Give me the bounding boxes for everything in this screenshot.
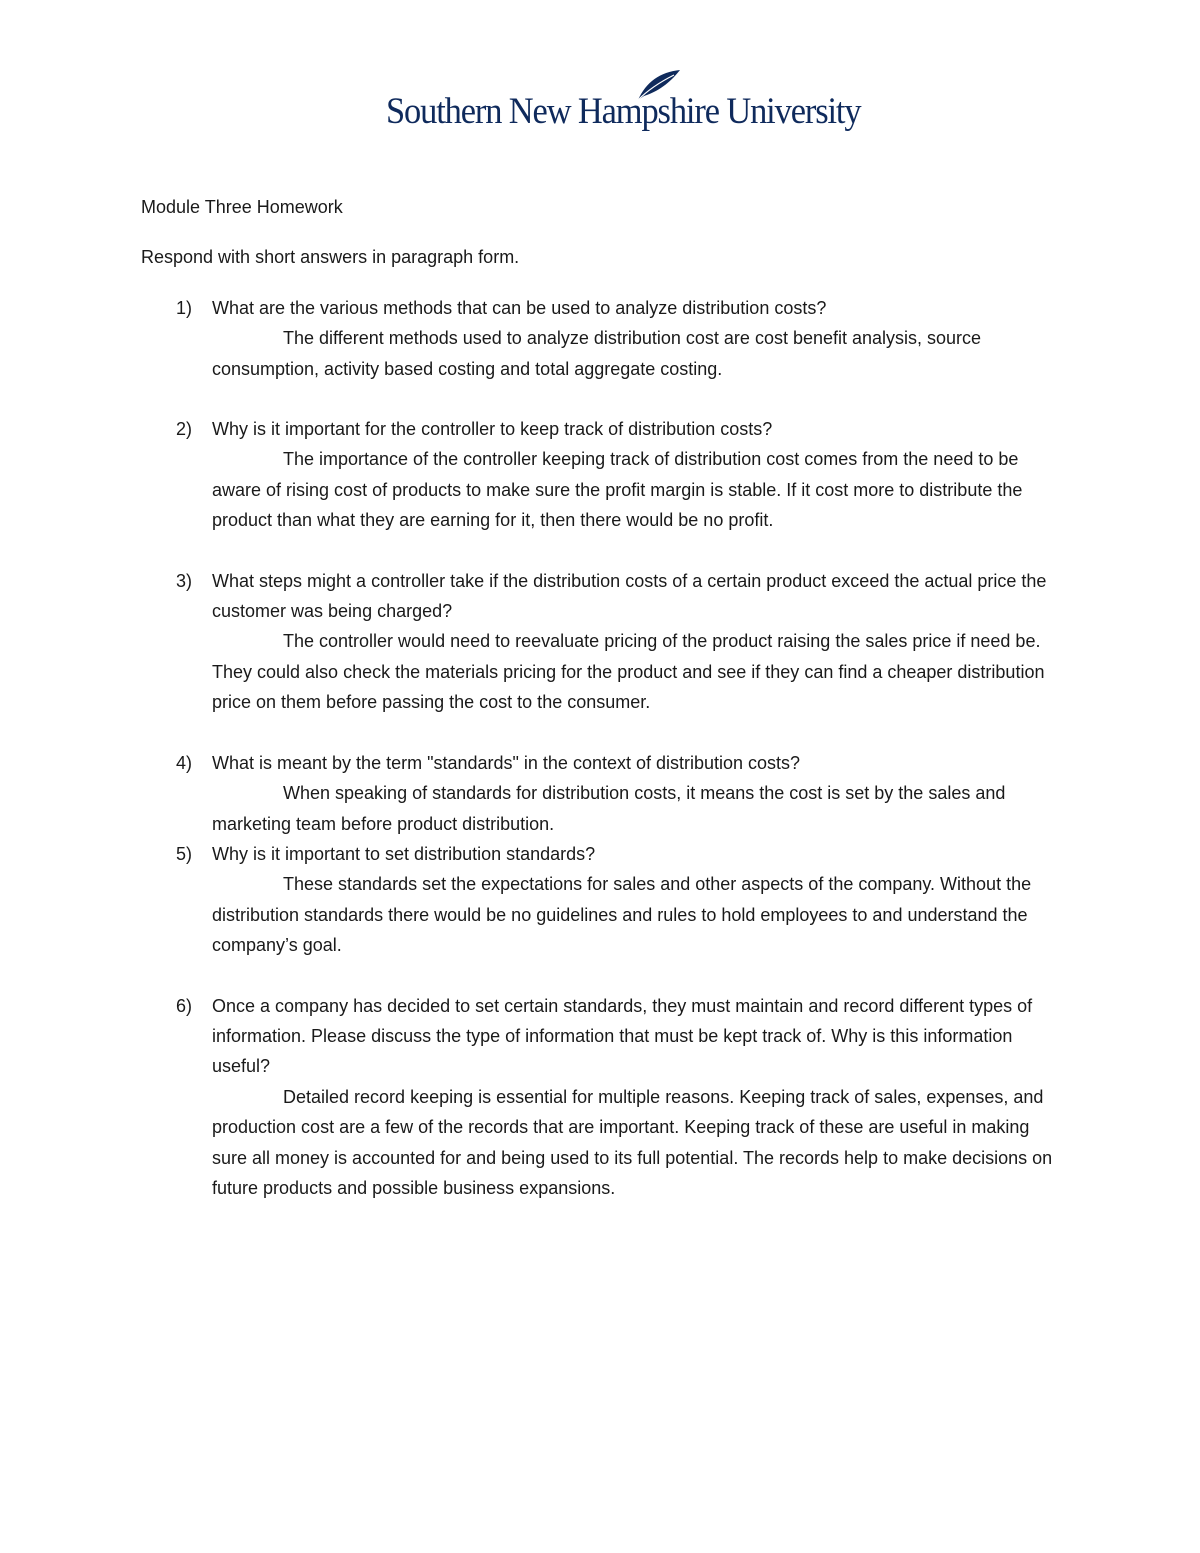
answer-text: When speaking of standards for distribution costs, it means the cost is set by the sales and marketing team before product distribution. [212, 783, 1006, 834]
question-text: Once a company has decided to set certain standards, they must maintain and record different types of information. Please discuss the type of information that must be kept track of. Why is this information useful? [212, 995, 1033, 1077]
question-number: 3) [176, 570, 193, 591]
question-item [141, 991, 1061, 1204]
question-number: 4) [176, 752, 193, 773]
question-text: Why is it important for the controller to keep track of distribution costs? [212, 419, 773, 440]
document-instructions: Respond with short answers in paragraph form. [141, 247, 520, 268]
answer-text: Detailed record keeping is essential for multiple reasons. Keeping track of sales, expenses, and production cost are a few of the records that are important. Keeping track of these are useful in making sure all money is accounted for and being used to its full potential. The records help to make decisions on future products and possible business expansions. [212, 1086, 1053, 1198]
question-item [141, 839, 1061, 961]
question-number: 2) [176, 419, 193, 440]
question-list [141, 293, 1061, 1204]
answer-text: The different methods used to analyze distribution cost are cost benefit analysis, source consumption, activity based costing and total aggregate costing. [212, 328, 982, 379]
answer-text: The importance of the controller keeping track of distribution cost comes from the need to be aware of rising cost of products to make sure the profit margin is stable. If it cost more to distribute the product than what they are earning for it, then there would be no profit. [212, 449, 1023, 531]
question-text: What are the various methods that can be used to analyze distribution costs? [212, 297, 827, 318]
document-body [141, 192, 1061, 1203]
question-number: 6) [176, 995, 193, 1016]
question-item [141, 293, 1061, 384]
question-text: What steps might a controller take if the distribution costs of a certain product exceed the actual price the customer was being charged? [212, 570, 1047, 622]
question-item [141, 748, 1061, 839]
answer-text: The controller would need to reevaluate pricing of the product raising the sales price if need be. They could also check the materials pricing for the product and see if they can find a cheaper distribution price on them before passing the cost to the consumer. [212, 631, 1045, 713]
university-logo [386, 68, 861, 140]
question-item [141, 414, 1061, 536]
question-text: Why is it important to set distribution standards? [212, 843, 596, 864]
question-number: 5) [176, 843, 193, 864]
question-item [141, 566, 1061, 718]
logo-wordmark: Southern New Hampshire University [386, 91, 861, 132]
question-text: What is meant by the term "standards" in the context of distribution costs? [212, 752, 801, 773]
document-title: Module Three Homework [141, 197, 343, 217]
answer-text: These standards set the expectations for sales and other aspects of the company. Without the distribution standards there would be no guidelines and rules to hold employees to and understand the company’s goal. [212, 874, 1032, 956]
question-number: 1) [176, 297, 193, 318]
